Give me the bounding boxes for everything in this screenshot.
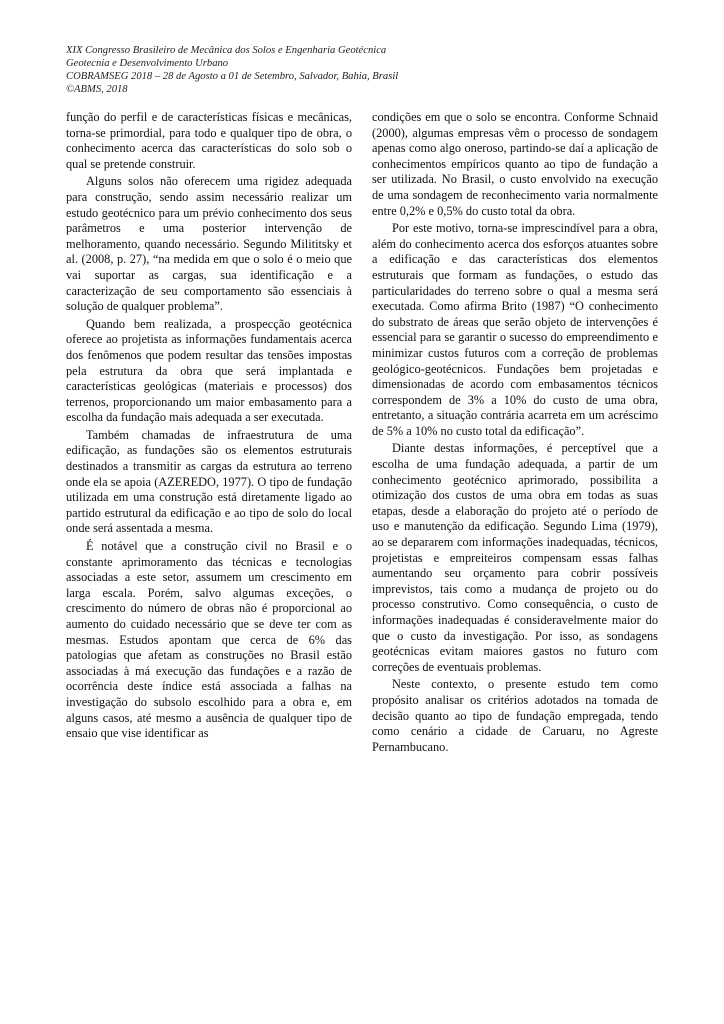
running-header: [66, 44, 666, 96]
right-column: [372, 110, 658, 757]
header-conference-title: XIX Congresso Brasileiro de Mecânica dos Solos e Engenharia Geotécnica: [66, 45, 387, 56]
paragraph: condições em que o solo se encontra. Conforme Schnaid (2000), algumas empresas vêm o processo de sondagem apenas como algo oneroso, partindo-se daí a aplicação de conhecimentos empíricos quanto ao tipo de fundação a ser utilizada. No Brasil, o custo envolvido na execução de uma sondagem de reconhecimento varia normalmente entre 0,2% e 0,5% do custo total da obra.: [372, 110, 658, 218]
header-event-details: COBRAMSEG 2018 – 28 de Agosto a 01 de Setembro, Salvador, Bahia, Brasil: [66, 71, 399, 82]
paragraph: É notável que a construção civil no Brasil e o constante aprimoramento das técnicas e tecnologias associadas a este setor, assumem um crescimento em larga escala. Porém, salvo algumas exceções, o crescimento do número de obras não é proporcional ao aumento do cuidado necessário que se deve ter com as mesmas. Estudos apontam que cerca de 6% das patologias que afetam as construções no Brasil estão associadas à má execução das fundações e a razão de ocorrência deste índice está associada a falhas na investigação do subsolo escolhido para a obra e, em alguns casos, até mesmo a ausência de qualquer tipo de ensaio que vise identificar as: [66, 539, 352, 741]
paragraph: Alguns solos não oferecem uma rigidez adequada para construção, sendo assim necessário realizar um estudo geotécnico para um prévio conhecimento dos seus parâmetros e uma posterior intervenção de melhoramento, quando necessário. Segundo Milititsky et al. (2008, p. 27), “na medida em que o solo é o meio que vai suportar as cargas, sua identificação e a caracterização de seu comportamento são essenciais à solução de qualquer problema”.: [66, 174, 352, 314]
paragraph: Diante destas informações, é perceptível que a escolha de uma fundação adequada, a partir de um conhecimento geotécnico aprimorado, possibilita a otimização dos custos de uma obra em todas as suas etapas, desde a elaboração do projeto até o período de uso e manutenção da edificação. Segundo Lima (1979), ao se depararem com informações inadequadas, técnicos, projetistas e empreiteiros compensam essas falhas aumentando seu orçamento para cobrir possíveis imprevistos, tais como a mudança de projeto ou do processo construtivo. Como consequência, o custo de informações inadequadas é consideravelmente maior do que o custo da investigação. Por isso, as sondagens geotécnicas evitam maiores gastos no futuro com correções de eventuais problemas.: [372, 441, 658, 674]
left-column: [66, 110, 352, 744]
header-copyright: ©ABMS, 2018: [66, 84, 128, 95]
paragraph: Quando bem realizada, a prospecção geotécnica oferece ao projetista as informações fundamentais acerca dos fenômenos que podem resultar das tensões impostas pela estrutura da obra que será implantada e características geológicas (materiais e processos) dos terrenos, proporcionando um maior embasamento para a escolha da fundação mais adequada a ser executada.: [66, 316, 352, 425]
paragraph: função do perfil e de características físicas e mecânicas, torna-se primordial, para todo e qualquer tipo de obra, o conhecimento acerca das características do solo sob o qual se pretende construir.: [66, 110, 352, 171]
paragraph: Neste contexto, o presente estudo tem como propósito analisar os critérios adotados na tomada de decisão quanto ao tipo de fundação empregada, tendo como cenário a cidade de Caruaru, no Agreste Pernambucano.: [372, 677, 658, 754]
paragraph: Também chamadas de infraestrutura de uma edificação, as fundações são os elementos estruturais destinados a transmitir as cargas da estrutura ao terreno onde ela se apoia (AZEREDO, 1977). O tipo de fundação utilizada em uma construção está diretamente ligado ao partido estrutural da edificação e ao tipo de solo do local onde será assentada a mesma.: [66, 427, 352, 536]
header-theme: Geotecnia e Desenvolvimento Urbano: [66, 58, 229, 69]
paragraph: Por este motivo, torna-se imprescindível para a obra, além do conhecimento acerca dos esforços atuantes sobre a edificação e das características dos elementos estruturais que formam as fundações, o estudo das particularidades do terreno sobre o qual a mesma será executada. Como afirma Brito (1987) “O conhecimento do substrato de áreas que serão objeto de intervenções é essencial para se garantir o sucesso do empreendimento e minimizar custos futuros com a correção de problemas geológico-geotécnicos. Fundações bem projetadas e dimensionadas de acordo com embasamentos técnicos correspondem de 3% a 10% do custo de uma obra, entretanto, a situação contrária acarreta em um acréscimo de 5% a 10% no custo total da edificação”.: [372, 221, 658, 438]
